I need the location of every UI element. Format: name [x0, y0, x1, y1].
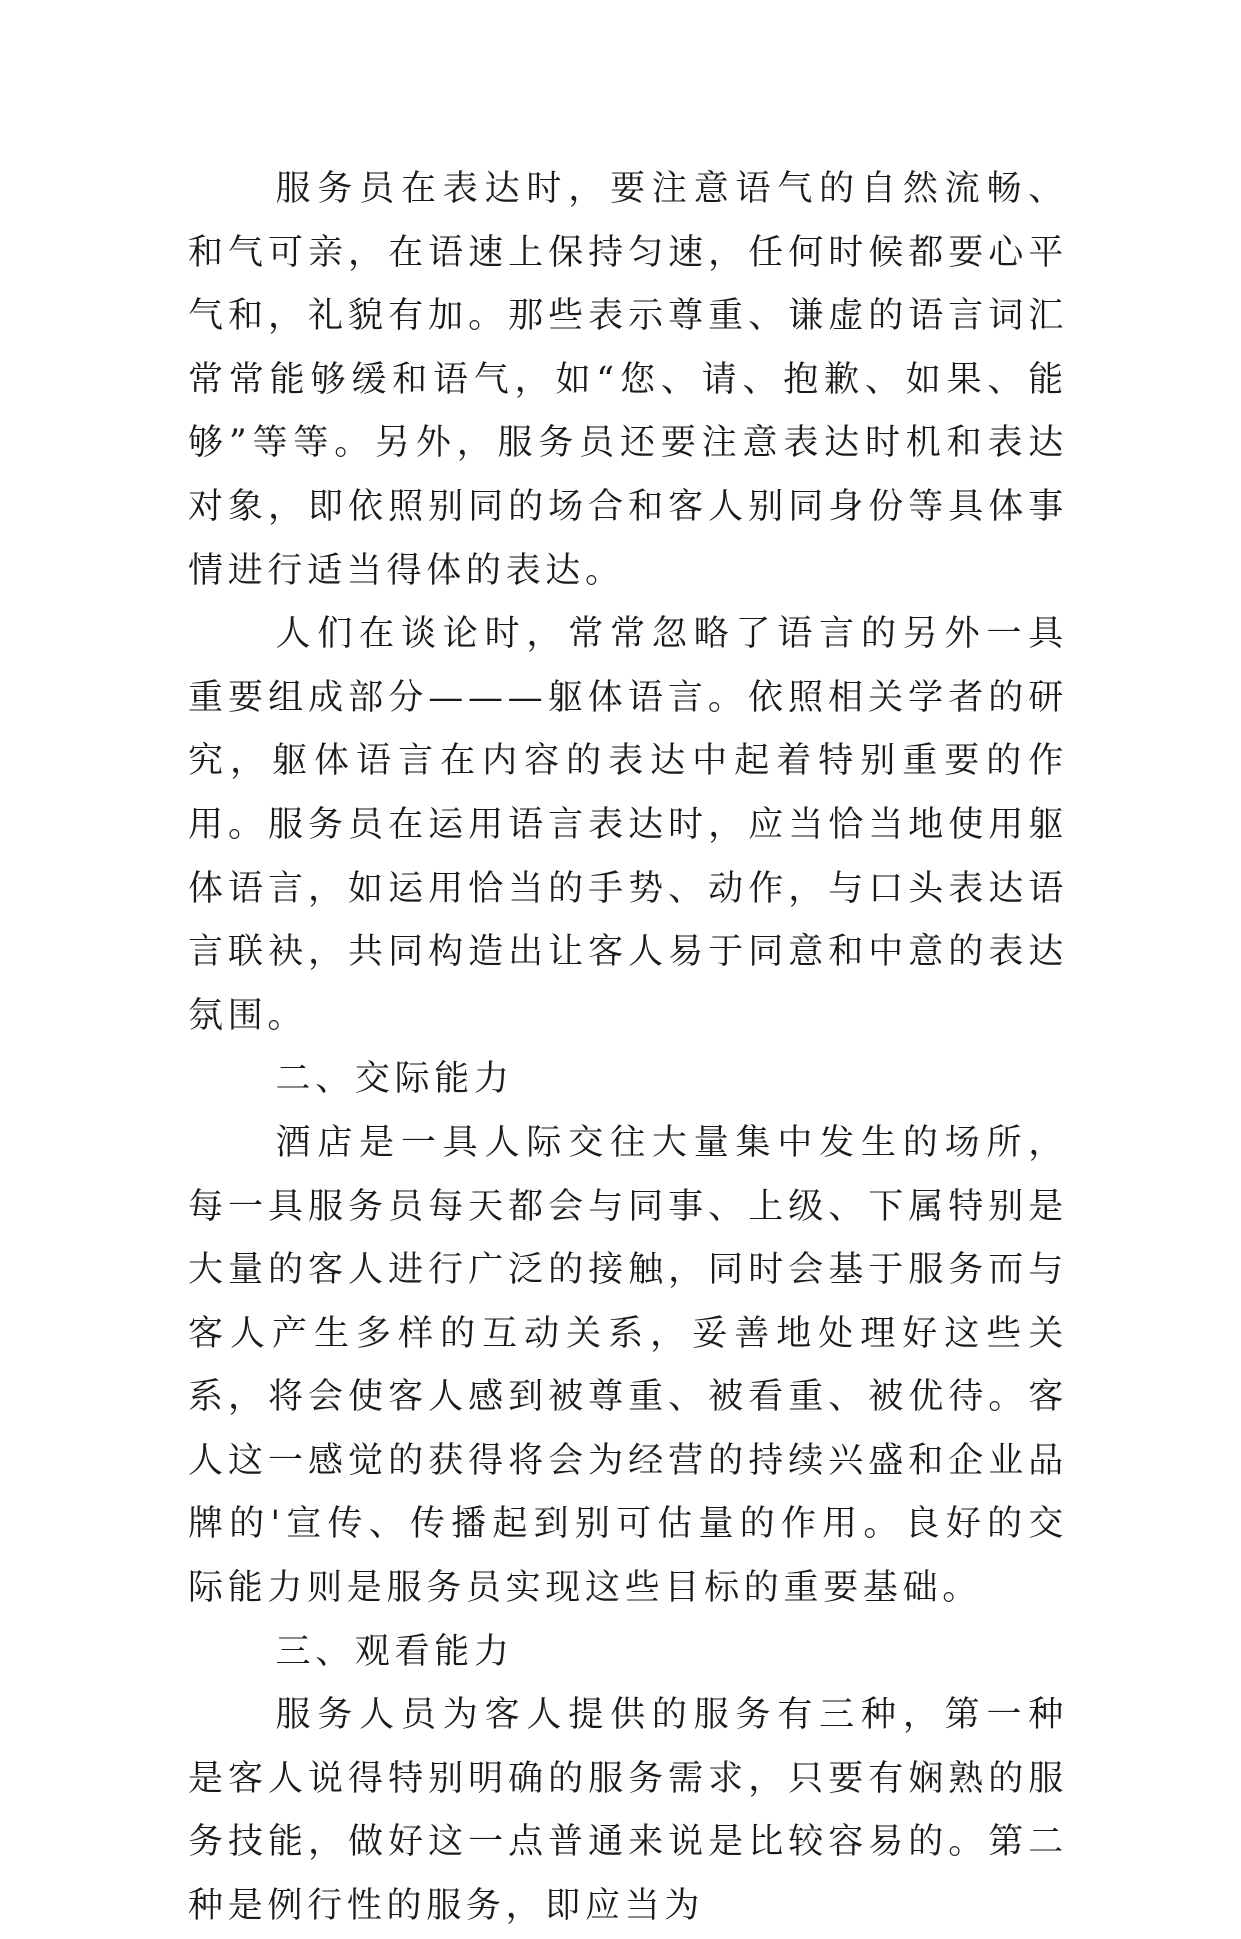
paragraph-expression-tone: 服务员在表达时，要注意语气的自然流畅、和气可亲，在语速上保持匀速，任何时候都要心平气和，礼貌有加。那些表示尊重、谦虚的语言词汇常常能够缓和语气，如“您、请、抱歉、如果、能够”等等。另外，服务员还要注意表达时机和表达对象，即依照别同的场合和客人别同身份等具体事情进行适当得体的表达。 [188, 169, 1068, 591]
paragraph-body-language: 人们在谈论时，常常忽略了语言的另外一具重要组成部分———躯体语言。依照相关学者的研究，躯体语言在内容的表达中起着特别重要的作用。服务员在运用语言表达时，应当恰当地使用躯体语言，如运用恰当的手势、动作，与口头表达语言联袂，共同构造出让客人易于同意和中意的表达氛围。 [188, 614, 1068, 1036]
section-heading-social-skills: 二、交际能力 [275, 1059, 514, 1100]
paragraph-social-skills: 酒店是一具人际交往大量集中发生的场所，每一具服务员每天都会与同事、上级、下属特别是大量的客人进行广泛的接触，同时会基于服务而与客人产生多样的互动关系，妥善地处理好这些关系，将会使客人感到被尊重、被看重、被优待。客人这一感觉的获得将会为经营的持续兴盛和企业品牌的'宣传、传播起到别可估量的作用。良好的交际能力则是服务员实现这些目标的重要基础。 [188, 1122, 1068, 1609]
document-body [188, 158, 1068, 1939]
section-heading-observation-skills: 三、观看能力 [275, 1631, 514, 1672]
paragraph-observation-skills: 服务人员为客人提供的服务有三种，第一种是客人说得特别明确的服务需求，只要有娴熟的服务技能，做好这一点普通来说是比较容易的。第二种是例行性的服务，即应当为 [188, 1695, 1068, 1927]
